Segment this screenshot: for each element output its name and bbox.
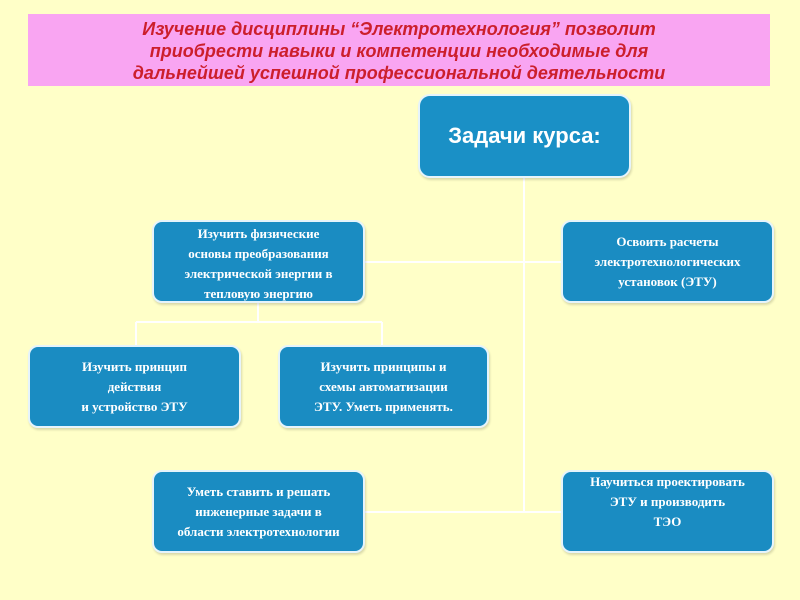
task-operating-principle-label: Изучить принцип действия и устройство ЭТУ bbox=[81, 358, 188, 414]
task-operating-principle bbox=[28, 345, 241, 428]
task-engineering-problems-label: Уметь ставить и решать инженерные задачи в области электротехнологии bbox=[177, 483, 340, 539]
task-design-feasibility bbox=[561, 470, 774, 553]
task-design-feasibility-label: Научиться проектировать ЭТУ и производить ТЭО bbox=[590, 474, 745, 529]
task-physical-basics bbox=[152, 220, 365, 303]
task-master-calculations-label: Освоить расчеты электротехнологических установок (ЭТУ) bbox=[594, 233, 741, 289]
task-engineering-problems bbox=[152, 470, 365, 553]
task-master-calculations bbox=[561, 220, 774, 303]
task-physical-basics-label: Изучить физические основы преобразования электрической энергии в тепловую энергию bbox=[184, 226, 333, 301]
task-automation-schemes-label: Изучить принципы и схемы автоматизации ЭТУ. Уметь применять. bbox=[314, 358, 453, 414]
title-text: Изучение дисциплины “Электротехнология” позволит приобрести навыки и компетенции необходимые для дальнейшей успешной профессиональной деятельности bbox=[132, 19, 666, 83]
course-tasks-label: Задачи курса: bbox=[448, 123, 601, 148]
task-automation-schemes bbox=[278, 345, 489, 428]
course-tasks-root bbox=[418, 94, 631, 178]
